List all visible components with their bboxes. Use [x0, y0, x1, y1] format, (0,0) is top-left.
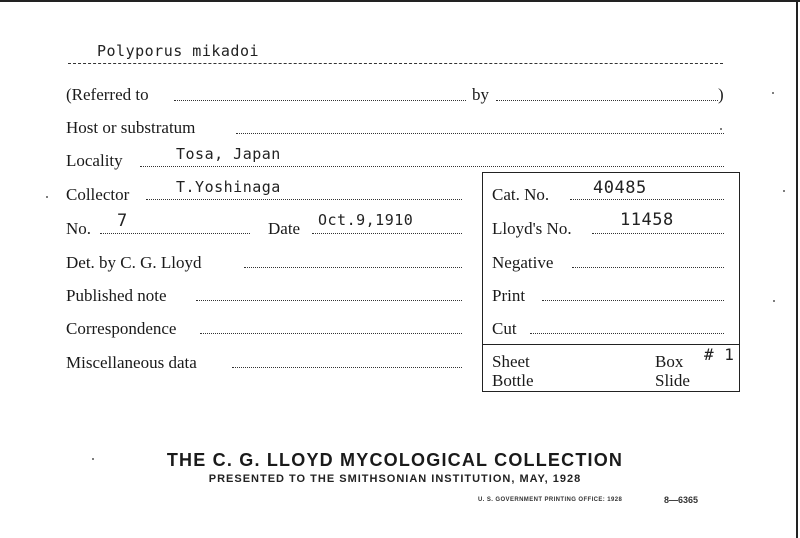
species-name: Polyporus mikadoi	[97, 42, 260, 60]
locality-value: Tosa, Japan	[176, 145, 281, 163]
collector-label: Collector	[66, 185, 130, 204]
bottle-label: Bottle	[492, 371, 534, 390]
scan-speck	[720, 128, 722, 130]
collector-value: T.Yoshinaga	[176, 178, 281, 196]
locality-line	[140, 166, 724, 167]
referred-to-line	[174, 100, 466, 101]
printing-office-note: U. S. GOVERNMENT PRINTING OFFICE: 1928	[478, 497, 623, 503]
sheet-label: Sheet	[492, 352, 530, 371]
no-label: No.	[66, 219, 92, 238]
collector-line	[146, 199, 462, 200]
cut-line	[530, 333, 724, 334]
date-label: Date	[268, 219, 301, 238]
close-paren: )	[718, 85, 724, 104]
print-line	[542, 300, 724, 301]
scan-speck	[772, 92, 774, 94]
print-label: Print	[492, 286, 526, 305]
scan-speck	[46, 196, 48, 198]
slide-label: Slide	[655, 371, 690, 390]
referred-to-label: (Referred to	[66, 85, 149, 104]
host-line	[236, 133, 724, 134]
cat-no-value: 40485	[593, 178, 647, 198]
det-by-label: Det. by C. G. Lloyd	[66, 253, 202, 272]
lloyds-no-line	[592, 233, 724, 234]
negative-label: Negative	[492, 253, 554, 272]
misc-data-line	[232, 367, 462, 368]
by-label: by	[472, 85, 489, 104]
lloyds-no-label: Lloyd's No.	[492, 219, 572, 238]
cat-no-line	[570, 199, 724, 200]
scan-speck	[783, 190, 785, 192]
date-value: Oct.9,1910	[318, 211, 414, 229]
form-number: 8—6365	[664, 495, 699, 505]
cat-no-label: Cat. No.	[492, 185, 550, 204]
species-rule	[68, 63, 723, 64]
date-line	[312, 233, 462, 234]
lloyds-no-value: 11458	[620, 210, 674, 230]
no-value: 7	[117, 211, 128, 231]
locality-label: Locality	[66, 151, 123, 170]
collection-title: THE C. G. LLOYD MYCOLOGICAL COLLECTION	[166, 450, 624, 470]
cut-label: Cut	[492, 319, 517, 338]
card-right-edge	[796, 0, 798, 538]
published-note-line	[196, 300, 462, 301]
correspondence-label: Correspondence	[66, 319, 177, 338]
published-note-label: Published note	[66, 286, 167, 305]
negative-line	[572, 267, 724, 268]
collection-subtitle: PRESENTED TO THE SMITHSONIAN INSTITUTION, MAY, 1928	[208, 473, 582, 485]
scan-speck	[92, 458, 94, 460]
card-top-edge	[0, 0, 800, 2]
correspondence-line	[200, 333, 462, 334]
host-label: Host or substratum	[66, 118, 196, 137]
box-label: Box	[655, 352, 684, 371]
det-by-line	[244, 267, 462, 268]
by-line	[496, 100, 718, 101]
no-line	[100, 233, 250, 234]
scan-speck	[773, 300, 775, 302]
box-number-value: # 1	[704, 345, 735, 364]
catalog-box-divider	[482, 344, 740, 345]
misc-data-label: Miscellaneous data	[66, 353, 197, 372]
